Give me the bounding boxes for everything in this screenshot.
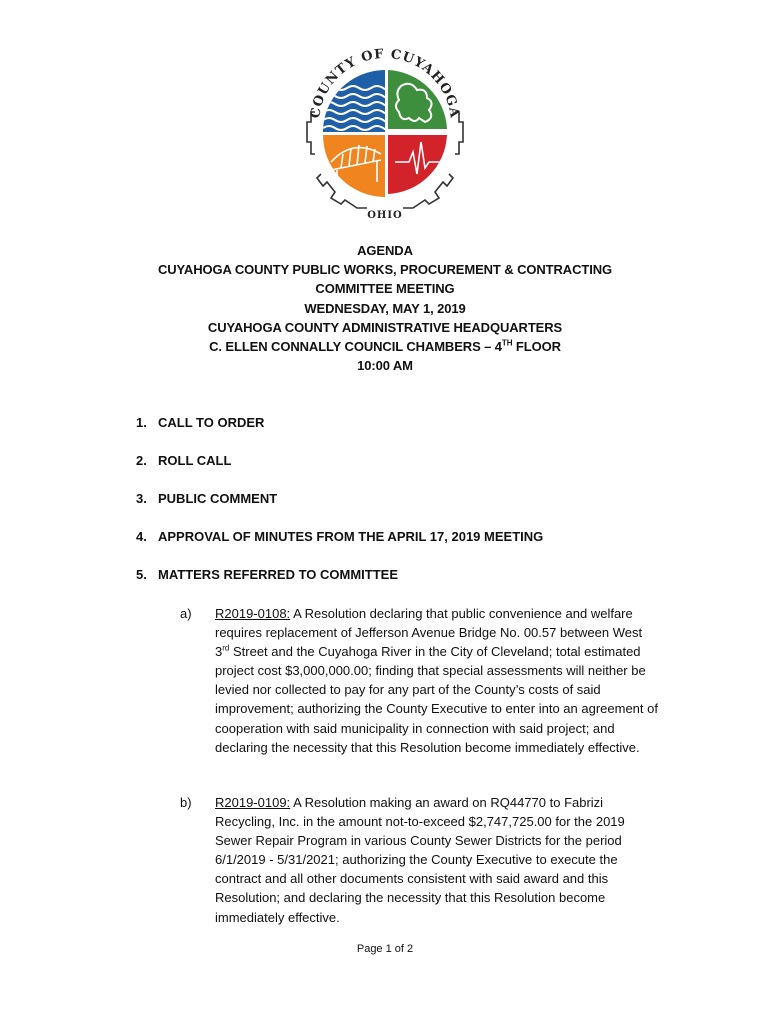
item-number: 2.	[136, 453, 147, 468]
agenda-item	[136, 490, 696, 528]
sub-item-letter: a)	[180, 606, 192, 621]
page-number: Page 1 of 2	[356, 943, 414, 955]
item-number: 3.	[136, 491, 147, 506]
item-number: 1.	[136, 415, 147, 430]
agenda-item	[136, 566, 696, 604]
meeting-building: CUYAHOGA COUNTY ADMINISTRATIVE HEADQUARTERS	[207, 319, 563, 335]
agenda-header	[0, 241, 770, 375]
svg-text:OHIO: OHIO	[367, 210, 403, 221]
sub-item-letter: b)	[180, 795, 192, 810]
meeting-room: C. ELLEN CONNALLY COUNCIL CHAMBERS – 4TH FLOOR	[209, 338, 561, 355]
item-number: 4.	[136, 529, 147, 544]
resolution-text: R2019-0109: A Resolution making an award on RQ44770 to Fabrizi Recycling, Inc. in the amount not-to-exceed $2,747,725.00 for the 2019 Sewer Repair Program in various County Sewer Districts for the period 6/1/2019 - 5/31/2021; authorizing the County Executive to execute the contract and all other documents consistent with said award and this Resolution; and declaring the necessity that this Resolution become immediately effective.	[215, 795, 625, 925]
meeting-type: COMMITTEE MEETING	[315, 281, 455, 297]
item-label: MATTERS REFERRED TO COMMITTEE	[158, 567, 399, 582]
item-label: PUBLIC COMMENT	[158, 491, 278, 506]
resolution-number-link[interactable]: R2019-0109:	[215, 795, 291, 810]
agenda-items	[136, 414, 696, 604]
meeting-date: WEDNESDAY, MAY 1, 2019	[304, 300, 466, 316]
item-label: APPROVAL OF MINUTES FROM THE APRIL 17, 2019 MEETING	[158, 529, 544, 544]
committee-name: CUYAHOGA COUNTY PUBLIC WORKS, PROCUREMENT & CONTRACTING	[157, 262, 613, 278]
county-seal-logo	[297, 42, 473, 224]
seal-quadrants	[323, 70, 447, 197]
agenda-item	[136, 414, 696, 452]
item-number: 5.	[136, 567, 147, 582]
meeting-time: 10:00 AM	[357, 358, 413, 374]
resolution-number-link[interactable]: R2019-0108:	[215, 606, 291, 621]
item-label: ROLL CALL	[158, 453, 232, 468]
agenda-item	[136, 528, 696, 566]
svg-text:COUNTY OF CUYAHOGA: COUNTY OF CUYAHOGA	[308, 46, 462, 120]
resolution-text: R2019-0108: A Resolution declaring that public convenience and welfare requires replacement of Jefferson Avenue Bridge No. 00.57 between West 3rd Street and the Cuyahoga River in the City of Cleveland; total estimated project cost $3,000,000.00; finding that special assessments will neither be levied nor collected to pay for any part of the County’s costs of said improvement; authorizing the County Executive to enter into an agreement of cooperation with said municipality in connection with said project; and declaring the necessity that this Resolution become immediately effective.	[215, 606, 658, 755]
item-label: CALL TO ORDER	[158, 415, 265, 430]
agenda-item	[136, 452, 696, 490]
agenda-title: AGENDA	[357, 243, 413, 258]
